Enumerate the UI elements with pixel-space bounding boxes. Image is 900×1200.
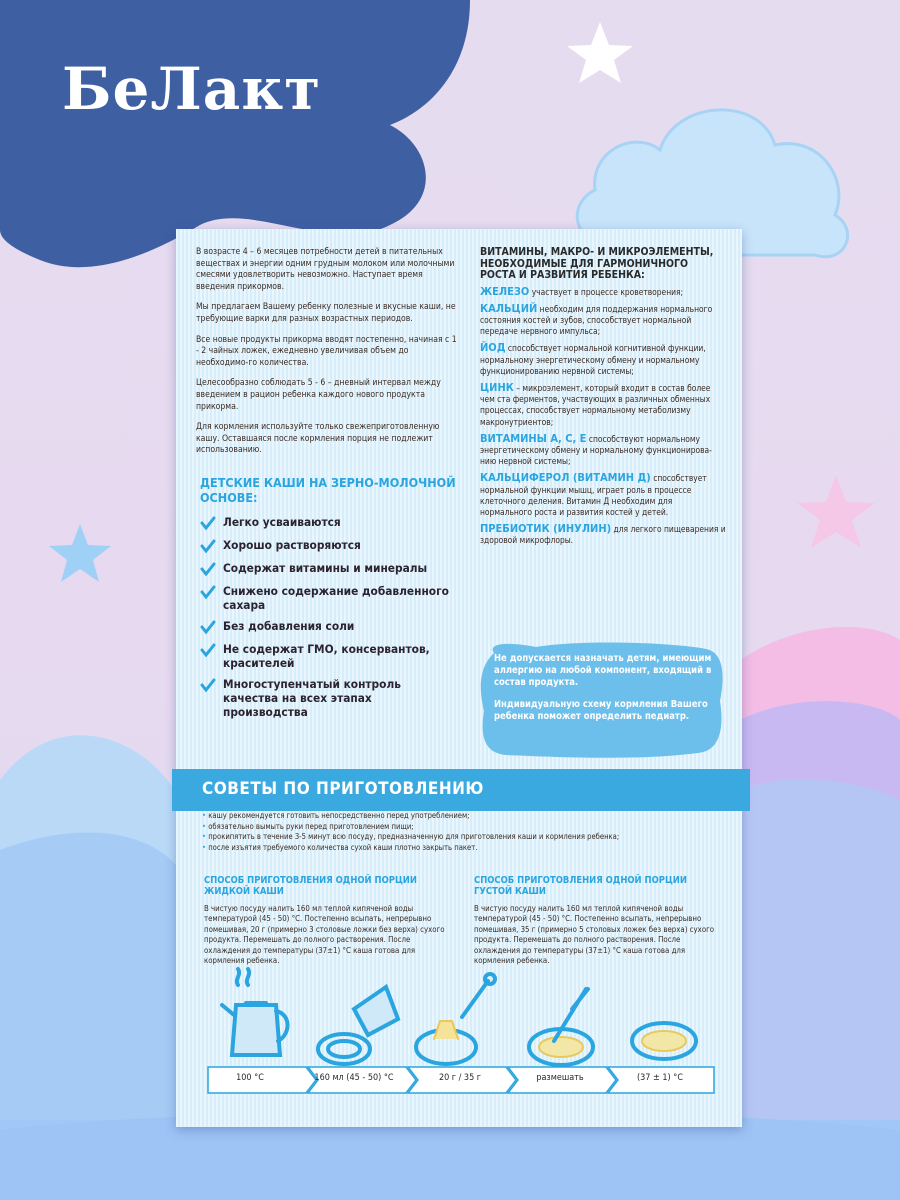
- tip-item: • кашу рекомендуется готовить непосредственно перед употреблением;: [202, 811, 732, 822]
- nutrient-name: КАЛЬЦИЙ: [480, 301, 538, 315]
- brand-logo: [62, 55, 321, 123]
- nutrient-desc: способствуют нормальному энергетическому обмену и нормальному функционирова-нию нервной системы;: [480, 433, 712, 467]
- step-label: размешать: [536, 1073, 584, 1083]
- benefit-label: Многоступенчатый контроль качества на всех этапах производства: [223, 676, 401, 719]
- benefit-label: Легко усваиваются: [223, 514, 341, 529]
- step-label: 100 °С: [236, 1073, 264, 1083]
- logo-text: БеЛакт: [62, 55, 322, 123]
- stir-icon: [529, 989, 593, 1065]
- nutrient-name: ЙОД: [480, 341, 506, 355]
- intro-paragraph: Для кормления используйте только свежеприготовленную кашу. Оставшаяся после кормления порция не подлежит использованию.: [196, 422, 440, 456]
- benefit-label: Без добавления соли: [223, 618, 355, 633]
- pediatrician-note: Индивидуальную схему кормления Вашего ребенка поможет определить педиатр.: [494, 698, 708, 722]
- liquid-method-title: СПОСОБ ПРИГОТОВЛЕНИЯ ОДНОЙ ПОРЦИИ ЖИДКОЙ КАШИ: [204, 875, 417, 897]
- tip-item: • после изъятия требуемого количества сухой каши плотно закрыть пакет.: [202, 843, 732, 854]
- thick-method-title: СПОСОБ ПРИГОТОВЛЕНИЯ ОДНОЙ ПОРЦИИ ГУСТОЙ КАШИ: [474, 875, 687, 897]
- pour-water-icon: [318, 987, 398, 1064]
- add-powder-icon: [416, 974, 495, 1064]
- kettle-icon: [222, 969, 288, 1055]
- step-label: 20 г / 35 г: [438, 1073, 482, 1083]
- nutrient-name: ВИТАМИНЫ А, С, Е: [480, 431, 587, 445]
- nutrient-desc: необходим для поддержания нормального состояния костей и зубов, способствует нормальной передаче нервного импульса;: [480, 303, 713, 337]
- tip-item: • обязательно вымыть руки перед приготовлением пищи;: [202, 822, 732, 833]
- nutrient-desc: для легкого пищеварения и здоровой микрофлоры.: [480, 524, 726, 546]
- thick-method-text: В чистую посуду налить 160 мл теплой кипяченой воды температурой (45 - 50) °С. Постепенно всыпать, непрерывно помешивая, 35 г (примерно 5 столовых ложек без верха) сухого продукта. Перемешать до полного растворения. После охлаждения до температуры (37±1) °С каша готова для кормления ребенка.: [474, 904, 715, 966]
- prep-illustrations: [176, 229, 742, 1127]
- intro-paragraph: Все новые продукты прикорма вводят постепенно, начиная с 1 - 2 чайных ложек, ежедневно увеличивая объем до необходимо-го количества.: [196, 334, 457, 368]
- nutrients-heading: ВИТАМИНЫ, МАКРО- И МИКРОЭЛЕМЕНТЫ, НЕОБХОДИМЫЕ ДЛЯ ГАРМОНИЧНОГО РОСТА И РАЗВИТИЯ РЕБЕНКА:: [480, 246, 714, 281]
- info-card: [176, 229, 742, 1127]
- nutrient-desc: способствует нормальной когнитивной функции, нормальному энергетическому обмену и нормальному функционированию нервной системы;: [480, 343, 706, 376]
- tip-item: • прокипятить в течение 3-5 минут всю посуду, предназначенную для приготовления каши и кормления ребенка;: [202, 832, 732, 843]
- nutrient-desc: участвует в процессе кроветворения;: [529, 286, 684, 297]
- nutrient-desc: – микроэлемент, который входит в состав более чем ста ферментов, участвующих в различных обменных процессах, способствует нормальному метаболизму макронутриентов;: [480, 382, 711, 427]
- nutrient-name: КАЛЬЦИФЕРОЛ (ВИТАМИН Д): [480, 471, 651, 485]
- intro-paragraph: Мы предлагаем Вашему ребенку полезные и вкусные каши, не требующие варки для разных возрастных периодов.: [196, 302, 456, 324]
- benefit-label: Хорошо растворяются: [223, 537, 361, 552]
- nutrient-name: ПРЕБИОТИК (ИНУЛИН): [480, 522, 612, 536]
- benefit-label: Содержат витамины и минералы: [223, 560, 428, 575]
- allergy-warning: Не допускается назначать детям, имеющим аллергию на любой компонент, входящий в состав продукта.: [494, 653, 712, 689]
- prep-title: СОВЕТЫ ПО ПРИГОТОВЛЕНИЮ: [202, 779, 484, 799]
- step-label: 160 мл (45 - 50) °С: [314, 1073, 394, 1083]
- intro-paragraph: В возрасте 4 – 6 месяцев потребности детей в питательных веществах и энергии одним грудным молоком или молочными смесями удовлетворить невозможно. Наступает время введения прикормов.: [196, 247, 455, 292]
- benefits-heading: ДЕТСКИЕ КАШИ НА ЗЕРНО-МОЛОЧНОЙ ОСНОВЕ:: [200, 474, 456, 505]
- nutrient-name: ЖЕЛЕЗО: [480, 284, 530, 298]
- step-label: (37 ± 1) °С: [637, 1073, 683, 1083]
- intro-paragraph: Целесообразно соблюдать 5 - 6 – дневный интервал между введением в рацион ребенка каждого нового продукта прикорма.: [196, 378, 441, 412]
- bowl-ready-icon: [632, 1023, 696, 1059]
- benefit-label: Снижено содержание добавленного сахара: [223, 583, 449, 612]
- nutrient-desc: способствует нормальной функции мышц, играет роль в процессе клеточного деления. Витамин Д необходим для нормального роста и развития костей у детей.: [480, 473, 707, 517]
- liquid-method-text: В чистую посуду налить 160 мл теплой кипяченой воды температурой (45 - 50) °С. Постепенно всыпать, непрерывно помешивая, 20 г (примерно 3 столовые ложки без верха) сухого продукта. Перемешать до полного растворения. После охлаждения до температуры (37±1) °С каша готова для кормления ребенка.: [204, 904, 445, 966]
- nutrient-name: ЦИНК: [480, 380, 514, 394]
- benefit-label: Не содержат ГМО, консервантов, красителей: [223, 641, 430, 670]
